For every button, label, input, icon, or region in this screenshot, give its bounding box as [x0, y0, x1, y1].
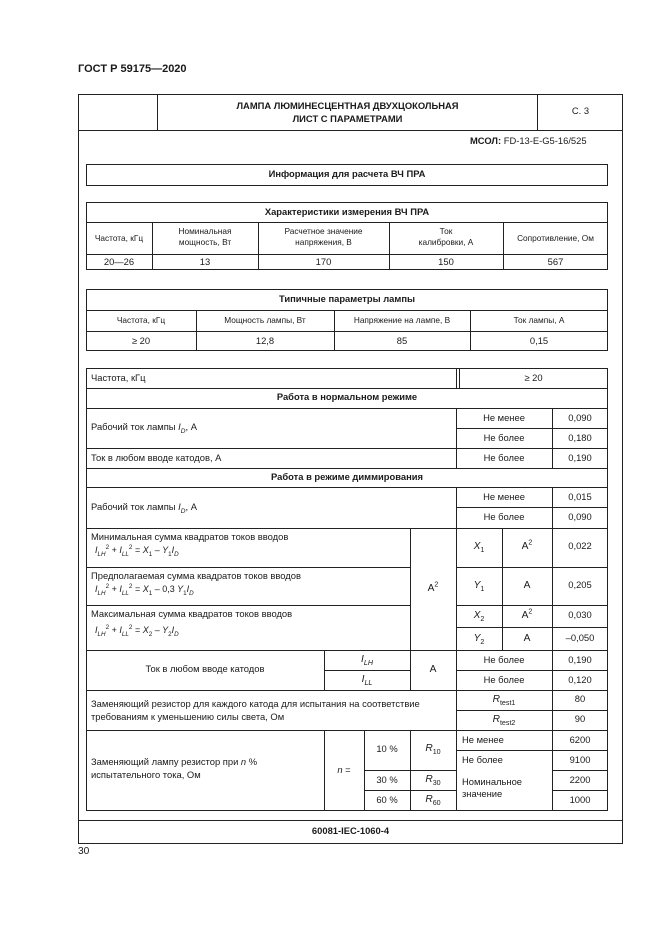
- meas-header-resistance: Сопротивление, Ом: [517, 233, 594, 243]
- x2-value: 0,030: [568, 609, 592, 620]
- meas-header-voltage-2: напряжения, В: [295, 237, 352, 247]
- normal-current-label: Рабочий ток лампы $I_D$, А: [91, 421, 198, 435]
- normal-max-value: 0,180: [568, 432, 592, 443]
- cathode-max2-value: 0,120: [568, 674, 592, 685]
- x2-unit: $A^2$: [521, 607, 533, 621]
- sheet-footer-code: 60081-IEC-1060-4: [311, 825, 390, 836]
- meas-value-power: 13: [199, 256, 211, 267]
- meas-header-current-1: Ток: [439, 226, 453, 236]
- normal-cathode-label: Ток в любом вводе катодов, А: [91, 452, 222, 463]
- typ-header-current: Ток лампы, А: [513, 315, 565, 325]
- typ-header-freq: Частота, кГц: [116, 315, 166, 325]
- cathode-max1-value: 0,190: [568, 654, 592, 665]
- typical-title: Типичные параметры лампы: [278, 293, 416, 304]
- r60-symbol: $R_{60}$: [425, 794, 441, 808]
- dim-min-label: Не менее: [483, 491, 525, 502]
- normal-cathode-max-label: Не более: [483, 452, 525, 463]
- cathode-unit: A: [429, 664, 437, 675]
- y2-value: –0,050: [565, 632, 595, 643]
- ilh-symbol: $I_{LH}$: [361, 654, 373, 668]
- meas-value-voltage: 170: [315, 256, 332, 267]
- x2-symbol: $X_2$: [473, 610, 485, 624]
- rtest1-symbol: $R_{test1}$: [492, 694, 516, 708]
- sum-min-formula: $I_{LH}^2 + I_{LL}^2 = X_1 - Y_1I_D$: [95, 544, 179, 558]
- n-equals: n =: [337, 764, 351, 775]
- y1-unit: A: [523, 580, 531, 591]
- sum-pred-label: Предполагаемая сумма квадратов токов вводов: [91, 570, 301, 581]
- typ-header-power: Мощность лампы, Вт: [224, 315, 306, 325]
- rtest2-value: 90: [574, 713, 586, 724]
- percent-10: 10 %: [376, 743, 398, 754]
- sheet-title-line2: ЛИСТ С ПАРАМЕТРАМИ: [292, 113, 403, 124]
- nominal-label-line2: значение: [462, 788, 503, 799]
- standard-header: ГОСТ Р 59175—2020: [78, 63, 187, 75]
- sum-min-label: Минимальная сумма квадратов токов вводов: [91, 531, 289, 542]
- r10-max-value: 9100: [569, 754, 591, 765]
- x1-symbol: $X_1$: [473, 541, 485, 555]
- nominal-label-line1: Номинальное: [462, 776, 523, 787]
- rtest1-value: 80: [574, 693, 586, 704]
- normal-max-label: Не более: [483, 432, 525, 443]
- freq-label: Частота, кГц: [91, 372, 146, 383]
- r30-symbol: $R_{30}$: [425, 774, 441, 788]
- resistor-label-line1: Заменяющий резистор для каждого катода для испытания на соответствие: [91, 698, 420, 709]
- normal-mode-title: Работа в нормальном режиме: [276, 391, 418, 402]
- lamp-res-label-line1: Заменяющий лампу резистор при n %: [91, 756, 258, 767]
- x1-value: 0,022: [568, 540, 592, 551]
- sheet-number: С. 3: [571, 105, 590, 116]
- lamp-res-label-line2: испытательного тока, Ом: [91, 769, 201, 780]
- ill-symbol: $I_{LL}$: [361, 674, 373, 688]
- msol-label: МСОЛ: FD-13-E-G5-16/525: [470, 135, 587, 146]
- meas-header-current-2: калибровки, А: [418, 237, 474, 247]
- meas-header-power-2: мощность, Вт: [178, 237, 232, 247]
- typ-value-voltage: 85: [396, 335, 408, 346]
- r60-value: 1000: [569, 794, 591, 805]
- sum-max-formula: $I_{LH}^2 + I_{LL}^2 = X_2 - Y_2I_D$: [95, 624, 179, 638]
- typ-value-freq: ≥ 20: [131, 335, 151, 346]
- meas-value-resistance: 567: [547, 256, 564, 267]
- meas-header-voltage-1: Расчетное значение: [284, 226, 363, 236]
- normal-min-label: Не менее: [483, 412, 525, 423]
- sum-max-label: Максимальная сумма квадратов токов вводов: [91, 608, 293, 619]
- r10-symbol: $R_{10}$: [425, 743, 441, 757]
- measurement-title: Характеристики измерения ВЧ ПРА: [264, 206, 430, 217]
- percent-30: 30 %: [376, 774, 398, 785]
- cathode-max2-label: Не более: [483, 674, 525, 685]
- dim-current-label: Рабочий ток лампы $I_D$, А: [91, 501, 198, 515]
- meas-header-freq: Частота, кГц: [94, 233, 144, 243]
- percent-60: 60 %: [376, 794, 398, 805]
- r10-max-label: Не более: [462, 754, 503, 765]
- meas-header-power-1: Номинальная: [178, 226, 232, 236]
- y1-symbol: $Y_1$: [473, 580, 485, 594]
- y1-value: 0,205: [568, 579, 592, 590]
- cathode-dim-label: Ток в любом вводе катодов: [145, 663, 265, 674]
- rtest2-symbol: $R_{test2}$: [492, 714, 516, 728]
- freq-value: ≥ 20: [524, 372, 543, 383]
- cathode-max1-label: Не более: [483, 654, 525, 665]
- meas-value-current: 150: [438, 256, 454, 267]
- sheet-title-line1: ЛАМПА ЛЮМИНЕСЦЕНТНАЯ ДВУХЦОКОЛЬНАЯ: [236, 100, 459, 111]
- dim-mode-title: Работа в режиме диммирования: [271, 471, 423, 482]
- normal-cathode-max-value: 0,190: [568, 452, 592, 463]
- resistor-label-line2: требованиям к уменьшению силы света, Ом: [91, 711, 285, 722]
- info-title: Информация для расчета ВЧ ПРА: [268, 168, 426, 179]
- typ-header-voltage: Напряжение на лампе, В: [353, 315, 451, 325]
- dim-max-label: Не более: [483, 511, 525, 522]
- normal-min-value: 0,090: [568, 412, 592, 423]
- meas-value-freq: 20—26: [103, 256, 135, 267]
- page-number: 30: [78, 846, 90, 857]
- y2-unit: A: [523, 633, 531, 644]
- typ-value-current: 0,15: [529, 335, 549, 346]
- r30-value: 2200: [569, 774, 591, 785]
- r10-min-value: 6200: [569, 734, 591, 745]
- dim-max-value: 0,090: [568, 511, 592, 522]
- x1-unit: $A^2$: [521, 538, 533, 552]
- a2-unit: $A^2$: [427, 580, 439, 594]
- r10-min-label: Не менее: [462, 734, 504, 745]
- y2-symbol: $Y_2$: [473, 633, 485, 647]
- dim-min-value: 0,015: [568, 491, 592, 502]
- typ-value-power: 12,8: [255, 335, 275, 346]
- sum-pred-formula: $I_{LH}^2 + I_{LL}^2 = X_1 - 0,3$ $Y_1I_D$: [95, 583, 194, 597]
